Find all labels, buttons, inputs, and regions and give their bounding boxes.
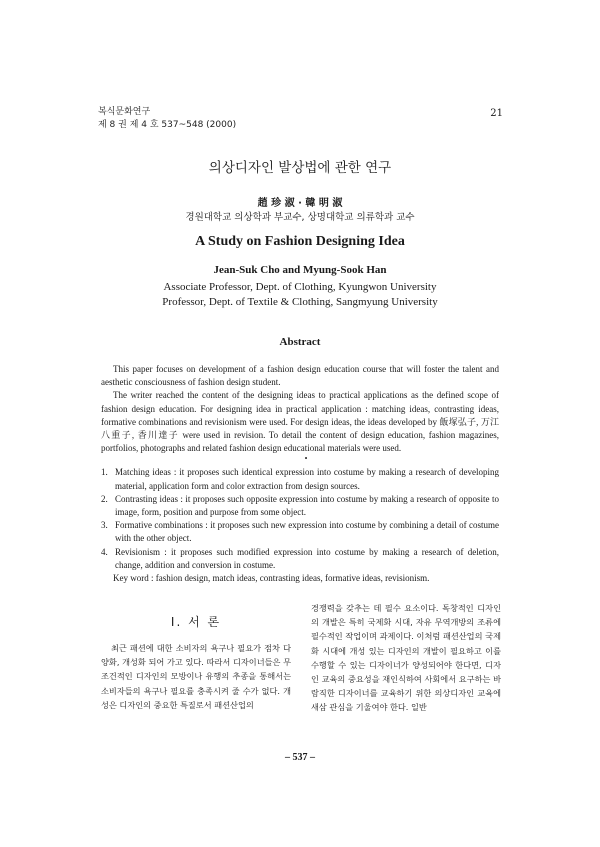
list-item xyxy=(101,546,499,572)
item-text: Matching ideas : it proposes such identical expression into costume by making a research of developing material, application form and color extraction from design sources. xyxy=(115,467,499,491)
korean-authors: 趙 珍 淑 · 韓 明 淑 xyxy=(257,198,343,209)
abstract-body xyxy=(101,363,499,585)
affiliation-line-2: Professor, Dept. of Textile & Clothing, Sangmyung University xyxy=(162,296,438,308)
journal-header xyxy=(98,106,236,132)
abstract-paragraph: This paper focuses on development of a fashion design education course that will foster the talent and aesthetic consciousness of fashion design student. xyxy=(101,364,499,388)
keywords: Key word : fashion design, match ideas, contrasting ideas, formative ideas, revisionism. xyxy=(113,573,430,584)
body-column-left xyxy=(101,641,291,712)
english-authors: Jean-Suk Cho and Myung-Sook Han xyxy=(213,264,387,276)
item-number: 4. xyxy=(101,546,108,557)
english-title: A Study on Fashion Designing Idea xyxy=(195,234,405,249)
section-heading: Ⅰ. 서 론 xyxy=(170,615,222,629)
item-text: Contrasting ideas : it proposes such opposite expression into costume by making a research of opposite to image, form, position and purpose from some object. xyxy=(115,493,499,518)
body-paragraph: 경쟁력을 갖추는 데 필수 요소이다. 독창적인 디자인의 개발은 특히 국제화 시대, 자유 무역개방의 조류에 필수적인 작업이며 과제이다. 이처럼 패션산업의 국제화 시대에 개성 있는 디자인의 개발이 필요하고 이를 수행할 수 있는 디자이너가 양성되어야 한다면, 디자인 교육의 중요성을 재인식하여 사회에서 요구하는 바람직한 디자이너를 교육하기 위한 의상디자인 교육에 새삼 관심을 기울여야 한다. 일반 xyxy=(311,603,501,713)
body-column-right xyxy=(311,601,501,715)
item-number: 2. xyxy=(101,493,108,504)
item-text: Revisionism : it proposes such modified expression into costume by making a research of deletion, change, addition and conversion in costume. xyxy=(115,546,499,570)
korean-affiliation: 경원대학교 의상학과 부교수, 상명대학교 의류학과 교수 xyxy=(185,212,415,223)
item-text: Formative combinations : it proposes such new expression into costume by combining a detail of costume with the other object. xyxy=(115,520,499,544)
abstract-paragraph: The writer reached the content of the designing ideas to practical applications as the defined scope of fashion design education. For designing idea in practical application : matching ideas, contrasting ideas, formative combinations and revisionism were used. For design ideas, the ideas developed by 飯塚弘子, 万江八重子, 香川達子 were used in revision. To detail the content of design education, fashion magazines, portfolios, photographs and related fashion design educational materials were used. xyxy=(101,390,499,454)
item-number: 1. xyxy=(101,467,108,478)
idea-list xyxy=(101,466,499,572)
list-item xyxy=(101,519,499,545)
affiliation-line-1: Associate Professor, Dept. of Clothing, Kyungwon University xyxy=(163,281,437,293)
list-item xyxy=(101,466,499,492)
body-paragraph: 최근 패션에 대한 소비자의 욕구나 필요가 점차 다양화, 개성화 되어 가고 있다. 따라서 디자이너들은 무조건적인 디자인의 모방이나 유행의 추종을 통해서는 소비자들의 욕구나 필요를 충족시켜 줄 수가 없다. 개성은 디자인의 중요한 특질로서 패션산업의 xyxy=(101,643,291,710)
english-affiliation xyxy=(0,280,600,310)
bullet-mark: • xyxy=(304,454,308,464)
volume-info: 제 8 권 제 4 호 537~548 (2000) xyxy=(98,120,237,130)
korean-title: 의상디자인 발상법에 관한 연구 xyxy=(208,160,392,176)
list-item xyxy=(101,493,499,519)
item-number: 3. xyxy=(101,520,108,531)
footer-page-number: – 537 – xyxy=(285,752,315,763)
abstract-heading: Abstract xyxy=(279,336,321,348)
journal-name: 복식문화연구 xyxy=(98,107,151,117)
header-page-number: 21 xyxy=(490,108,503,119)
